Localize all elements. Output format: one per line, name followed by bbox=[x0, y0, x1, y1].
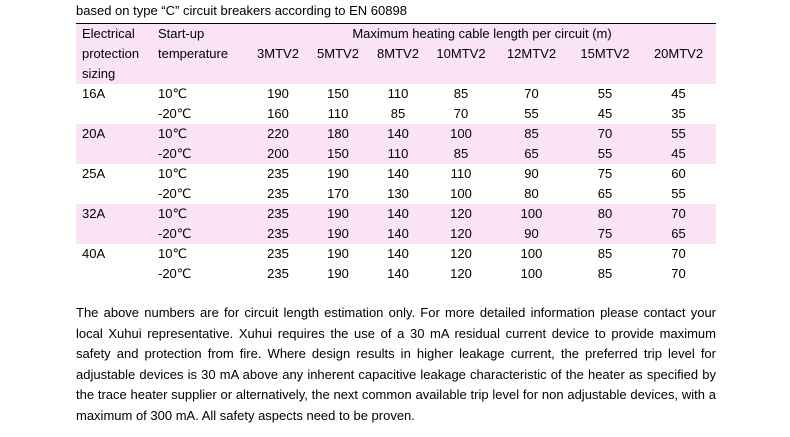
table-body bbox=[76, 84, 716, 284]
cable-type-header: 10MTV2 bbox=[428, 44, 494, 64]
table-row bbox=[76, 84, 716, 104]
length-value-cell: 190 bbox=[308, 164, 368, 184]
length-value-cell: 75 bbox=[569, 224, 641, 244]
length-value-cell: 235 bbox=[248, 264, 308, 284]
table-row bbox=[76, 144, 716, 164]
length-value-cell: 140 bbox=[368, 264, 428, 284]
temperature-cell: -20℃ bbox=[158, 144, 248, 164]
length-value-cell: 70 bbox=[569, 124, 641, 144]
table-row bbox=[76, 124, 716, 144]
table-row bbox=[76, 264, 716, 284]
length-value-cell: 85 bbox=[569, 264, 641, 284]
length-value-cell: 75 bbox=[569, 164, 641, 184]
header-row-3 bbox=[76, 64, 716, 84]
rating-cell: 25A bbox=[76, 164, 158, 184]
length-value-cell: 85 bbox=[428, 144, 494, 164]
length-value-cell: 45 bbox=[641, 84, 716, 104]
length-value-cell: 85 bbox=[368, 104, 428, 124]
length-value-cell: 190 bbox=[308, 264, 368, 284]
length-value-cell: 235 bbox=[248, 244, 308, 264]
document-page bbox=[76, 0, 716, 426]
length-value-cell: 70 bbox=[641, 264, 716, 284]
notes-paragraph: The above numbers are for circuit length estimation only. For more detailed information please contact your local Xuhui representative. Xuhui requires the use of a 30 mA residual current device to provide maximum safety and protection from fire. Where design results in higher leakage current, the preferred trip level for adjustable devices is 30 mA above any inherent capacitive leakage characteristic of the heater as specified by the trace heater supplier or alternatively, the next common available trip level for non adjustable devices, with a maximum of 300 mA. All safety aspects need to be proven. bbox=[76, 305, 716, 423]
length-value-cell: 150 bbox=[308, 84, 368, 104]
startup-header-line: Start-up bbox=[158, 24, 248, 44]
temperature-cell: 10℃ bbox=[158, 84, 248, 104]
length-value-cell: 55 bbox=[641, 184, 716, 204]
cable-type-header: 12MTV2 bbox=[494, 44, 569, 64]
length-value-cell: 65 bbox=[494, 144, 569, 164]
empty-cell bbox=[76, 104, 158, 124]
group-header: Maximum heating cable length per circuit (m) bbox=[248, 24, 716, 44]
length-value-cell: 140 bbox=[368, 124, 428, 144]
length-value-cell: 120 bbox=[428, 224, 494, 244]
length-value-cell: 45 bbox=[641, 144, 716, 164]
protection-header-line: sizing bbox=[76, 64, 158, 84]
length-value-cell: 85 bbox=[569, 244, 641, 264]
length-value-cell: 55 bbox=[569, 84, 641, 104]
length-value-cell: 110 bbox=[368, 84, 428, 104]
empty-cell bbox=[76, 184, 158, 204]
table-row bbox=[76, 104, 716, 124]
length-value-cell: 80 bbox=[569, 204, 641, 224]
length-value-cell: 220 bbox=[248, 124, 308, 144]
length-value-cell: 100 bbox=[428, 124, 494, 144]
length-value-cell: 70 bbox=[494, 84, 569, 104]
length-value-cell: 150 bbox=[308, 144, 368, 164]
table-row bbox=[76, 204, 716, 224]
length-value-cell: 180 bbox=[308, 124, 368, 144]
length-value-cell: 110 bbox=[428, 164, 494, 184]
table-row bbox=[76, 244, 716, 264]
length-value-cell: 235 bbox=[248, 164, 308, 184]
temperature-cell: -20℃ bbox=[158, 264, 248, 284]
length-value-cell: 90 bbox=[494, 164, 569, 184]
header-row-1 bbox=[76, 24, 716, 44]
table-caption: based on type “C” circuit breakers according to EN 60898 bbox=[76, 3, 407, 18]
temperature-cell: 10℃ bbox=[158, 244, 248, 264]
protection-header-line: Electrical bbox=[76, 24, 158, 44]
length-value-cell: 235 bbox=[248, 184, 308, 204]
temperature-cell: 10℃ bbox=[158, 164, 248, 184]
length-value-cell: 35 bbox=[641, 104, 716, 124]
table-row bbox=[76, 184, 716, 204]
cable-type-header: 20MTV2 bbox=[641, 44, 716, 64]
length-value-cell: 45 bbox=[569, 104, 641, 124]
empty-cell bbox=[76, 264, 158, 284]
temperature-cell: -20℃ bbox=[158, 184, 248, 204]
empty-cell bbox=[76, 144, 158, 164]
length-value-cell: 70 bbox=[428, 104, 494, 124]
length-value-cell: 60 bbox=[641, 164, 716, 184]
rating-cell: 20A bbox=[76, 124, 158, 144]
length-value-cell: 190 bbox=[308, 224, 368, 244]
length-value-cell: 85 bbox=[494, 124, 569, 144]
protection-header-line: protection bbox=[76, 44, 158, 64]
length-value-cell: 140 bbox=[368, 244, 428, 264]
length-value-cell: 80 bbox=[494, 184, 569, 204]
length-value-cell: 100 bbox=[494, 204, 569, 224]
table-row bbox=[76, 164, 716, 184]
cable-type-header: 5MTV2 bbox=[308, 44, 368, 64]
length-value-cell: 200 bbox=[248, 144, 308, 164]
length-value-cell: 190 bbox=[308, 204, 368, 224]
temperature-cell: 10℃ bbox=[158, 124, 248, 144]
cable-type-header: 8MTV2 bbox=[368, 44, 428, 64]
length-value-cell: 85 bbox=[428, 84, 494, 104]
temperature-cell: -20℃ bbox=[158, 224, 248, 244]
length-value-cell: 120 bbox=[428, 204, 494, 224]
length-value-cell: 235 bbox=[248, 224, 308, 244]
startup-header-line: temperature bbox=[158, 44, 248, 64]
length-value-cell: 90 bbox=[494, 224, 569, 244]
length-value-cell: 70 bbox=[641, 204, 716, 224]
length-value-cell: 110 bbox=[308, 104, 368, 124]
rating-cell: 40A bbox=[76, 244, 158, 264]
length-value-cell: 55 bbox=[641, 124, 716, 144]
cable-type-header: 3MTV2 bbox=[248, 44, 308, 64]
cable-type-header: 15MTV2 bbox=[569, 44, 641, 64]
length-value-cell: 140 bbox=[368, 224, 428, 244]
cable-length-table bbox=[76, 24, 716, 284]
table-row bbox=[76, 224, 716, 244]
length-value-cell: 65 bbox=[641, 224, 716, 244]
temperature-cell: 10℃ bbox=[158, 204, 248, 224]
length-value-cell: 190 bbox=[248, 84, 308, 104]
notes-section bbox=[76, 303, 716, 426]
length-value-cell: 110 bbox=[368, 144, 428, 164]
length-value-cell: 170 bbox=[308, 184, 368, 204]
temperature-cell: -20℃ bbox=[158, 104, 248, 124]
length-value-cell: 100 bbox=[428, 184, 494, 204]
rating-cell: 16A bbox=[76, 84, 158, 104]
empty-cell bbox=[76, 224, 158, 244]
length-value-cell: 235 bbox=[248, 204, 308, 224]
rating-cell: 32A bbox=[76, 204, 158, 224]
length-value-cell: 140 bbox=[368, 204, 428, 224]
length-value-cell: 100 bbox=[494, 264, 569, 284]
length-value-cell: 160 bbox=[248, 104, 308, 124]
length-value-cell: 55 bbox=[569, 144, 641, 164]
length-value-cell: 130 bbox=[368, 184, 428, 204]
length-value-cell: 120 bbox=[428, 244, 494, 264]
length-value-cell: 55 bbox=[494, 104, 569, 124]
length-value-cell: 120 bbox=[428, 264, 494, 284]
length-value-cell: 65 bbox=[569, 184, 641, 204]
length-value-cell: 190 bbox=[308, 244, 368, 264]
header-row-2 bbox=[76, 44, 716, 64]
length-value-cell: 100 bbox=[494, 244, 569, 264]
length-value-cell: 140 bbox=[368, 164, 428, 184]
length-value-cell: 70 bbox=[641, 244, 716, 264]
